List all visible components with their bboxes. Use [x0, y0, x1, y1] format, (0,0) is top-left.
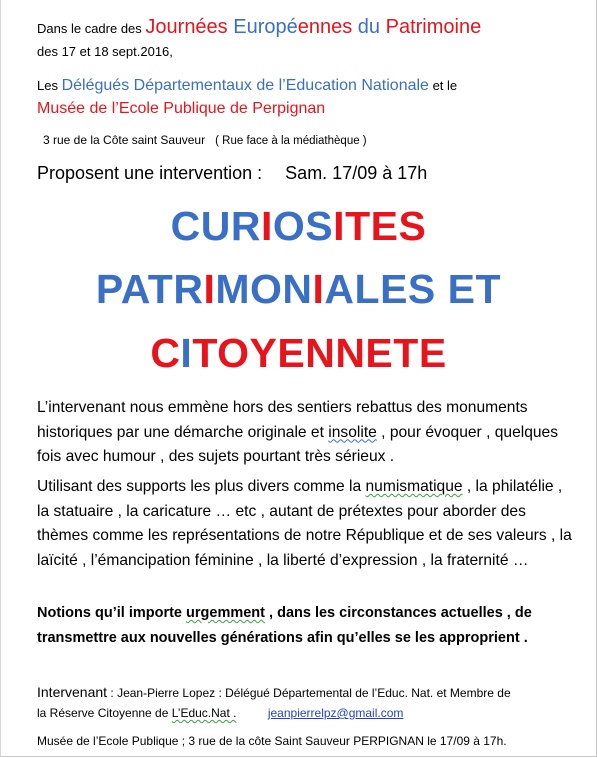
et-le-text: et le	[432, 78, 458, 93]
p2-numismatique: numismatique	[365, 478, 463, 495]
title-line-1-segment: TES	[345, 203, 427, 249]
reserve-text: la Réserve Citoyenne de	[37, 706, 169, 720]
event-title-segment: Patrimoine	[385, 16, 482, 38]
p1-text-b: , pour évoquer , quelques fois avec humour , des sujets pourtant très sérieux .	[37, 423, 559, 465]
title-line-3-segment: TOYENNETE	[192, 330, 447, 376]
address-line	[43, 133, 367, 147]
title-line-2-segment: I	[312, 266, 325, 312]
p1-text-a: L’intervenant nous emmène hors des sentiers rebattus des monuments historiques par une démarche originale et	[37, 399, 528, 441]
dates-line: des 17 et 18 sept.2016,	[37, 44, 173, 59]
address-text: 3 rue de la Côte saint Sauveur	[43, 133, 206, 147]
musee-name: Musée de l’Ecole Publique de Perpignan	[37, 100, 326, 117]
musee-footer-line: Musée de l’Ecole Publique ; 3 rue de la côte Saint Sauveur PERPIGNAN le 17/09 à 17h.	[37, 734, 507, 748]
paragraph-intro	[37, 396, 577, 470]
address-note: ( Rue face à la médiathèque )	[215, 135, 367, 147]
title-line-2-segment: PATR	[95, 266, 204, 312]
title-line-1-segment: I	[333, 203, 346, 249]
email-link[interactable]: jeanpierrelpz@gmail.com	[267, 706, 404, 720]
paragraph-notions	[37, 601, 577, 650]
p3-urgemment: urgemment	[186, 605, 265, 621]
p3-text-b: , dans les circonstances actuelles , de transmettre aux nouvelles générations afin qu’elles se les approprient .	[37, 605, 532, 646]
p1-insolite: insolite	[328, 423, 377, 441]
event-title-segment: Europé	[227, 16, 298, 38]
title-line-3	[0, 330, 597, 377]
p2-text-a: Utilisant des supports les plus divers comme la	[37, 478, 362, 495]
intervenant-line	[37, 684, 511, 700]
title-line-1-segment: CUR	[170, 203, 261, 249]
event-title	[145, 16, 481, 38]
p3-text-a: Notions qu’il importe	[37, 605, 182, 621]
title-line-1-segment: I	[261, 203, 273, 249]
event-title-segment: ennes	[297, 16, 353, 38]
delegates-name: Délégués Départementaux de l’Education Nationale	[61, 77, 429, 94]
title-line-2	[0, 266, 597, 313]
reserve-line	[37, 706, 403, 720]
intervenant-label: Intervenant	[37, 684, 108, 700]
p2-text-b: , la philatélie , la statuaire , la caricature … etc , autant de prétextes pour aborder des thèmes comme les représentations de notre République et de ses valeurs , la laïcité , l’émancipation féminine , la liberté d’expression , la fraternité …	[37, 478, 572, 569]
delegates-line	[37, 77, 457, 95]
title-line-2-segment: MON	[215, 266, 313, 312]
paragraph-supports	[37, 475, 577, 573]
title-line-3-segment: I	[180, 330, 193, 376]
intro-line	[37, 16, 481, 39]
title-line-1	[0, 203, 597, 250]
les-prefix: Les	[37, 78, 58, 93]
title-line-3-segment: C	[150, 330, 181, 376]
intervenant-text: : Jean-Pierre Lopez : Délégué Départemental de l’Educ. Nat. et Membre de	[110, 686, 511, 700]
intro-prefix: Dans le cadre des	[37, 21, 142, 36]
proposal-line	[37, 163, 427, 184]
title-line-2-segment: ALES ET	[324, 266, 502, 312]
session-time: Sam. 17/09 à 17h	[285, 163, 428, 183]
proposal-text: Proposent une intervention :	[37, 163, 263, 183]
title-line-1-segment: OS	[272, 203, 334, 249]
title-line-2-segment: I	[203, 266, 216, 312]
event-title-segment: du	[352, 16, 386, 38]
event-title-segment: Journées	[145, 16, 228, 38]
educ-nat-text: L’Educ.Nat .	[171, 706, 237, 720]
